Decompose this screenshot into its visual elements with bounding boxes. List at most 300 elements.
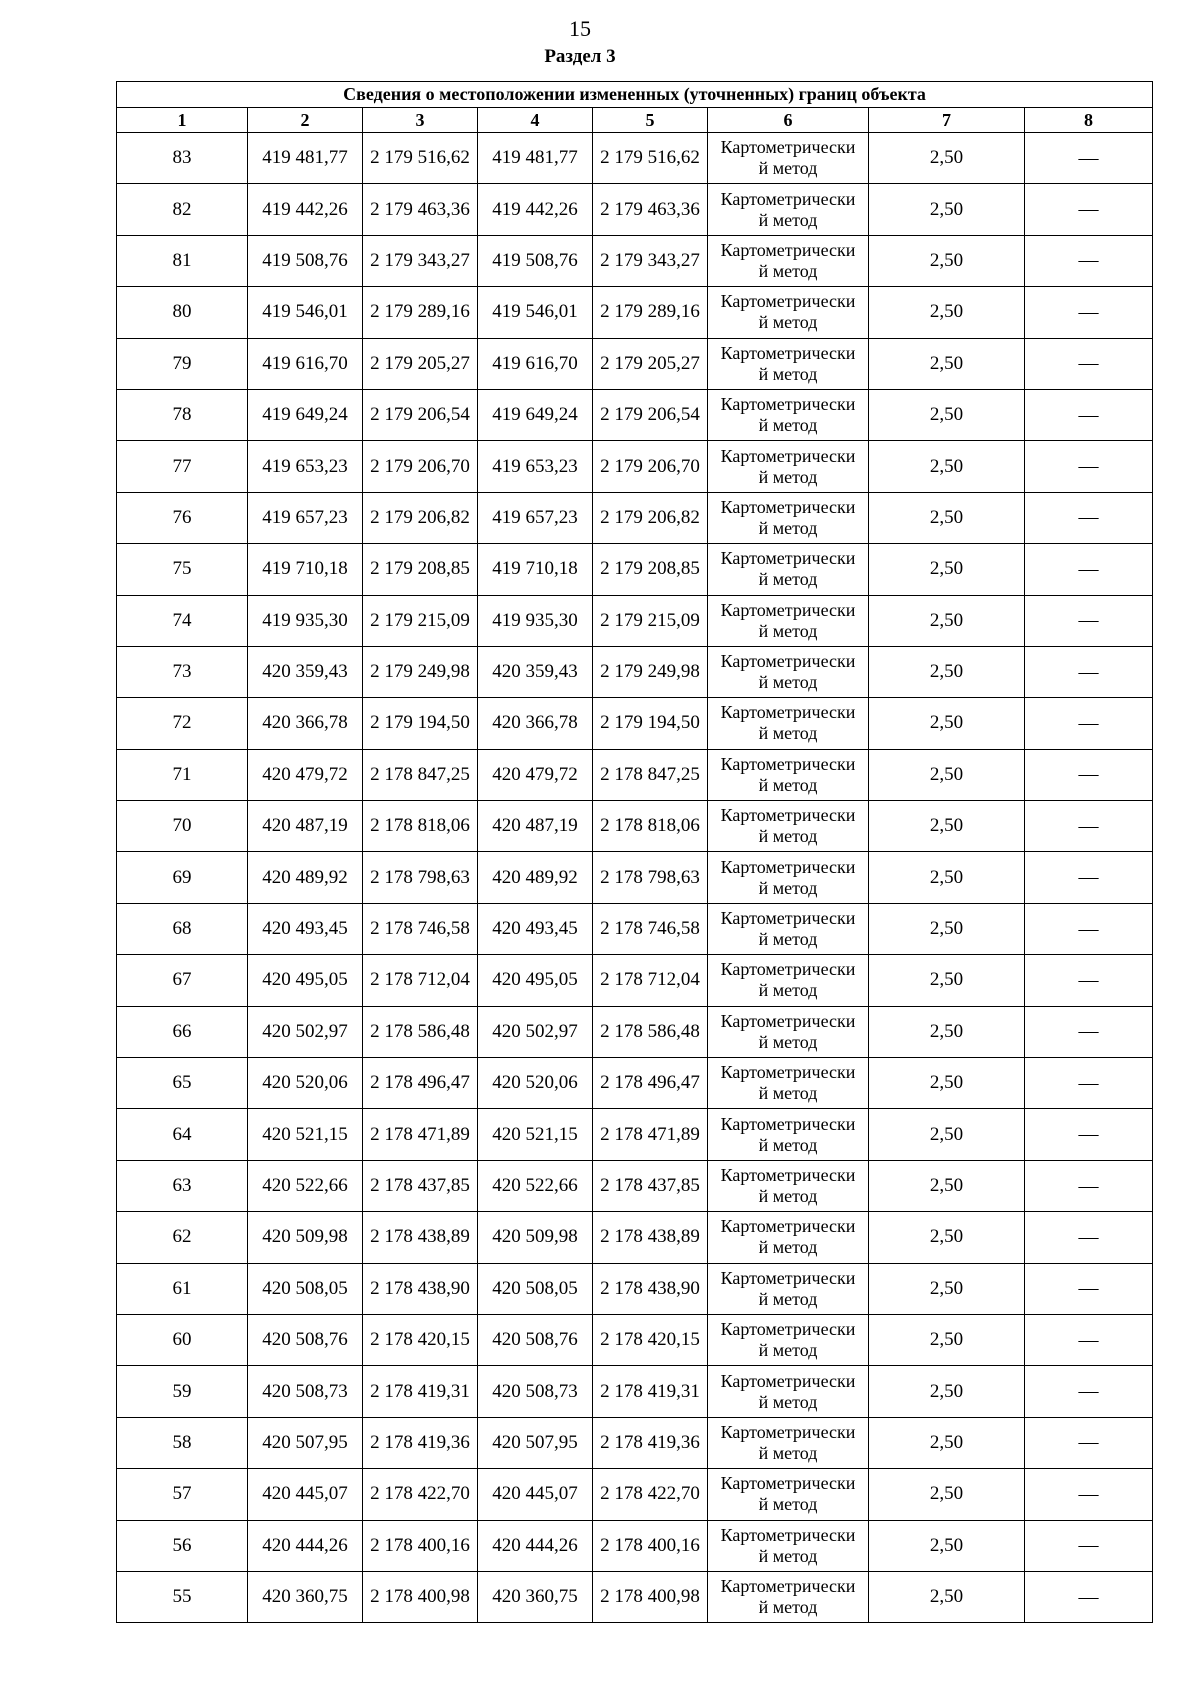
method-line-1: Картометрически (720, 137, 856, 158)
x-new-cell: 419 481,77 (478, 133, 593, 184)
description-cell: — (1025, 235, 1153, 286)
y-new-cell: 2 179 194,50 (593, 698, 708, 749)
method-line-1: Картометрически (720, 239, 856, 260)
accuracy-cell: 2,50 (869, 441, 1025, 492)
x-new-cell: 419 653,23 (478, 441, 593, 492)
method-line-1: Картометрически (720, 1421, 856, 1442)
method-line-2: й метод (758, 312, 818, 333)
x-new-cell: 419 616,70 (478, 338, 593, 389)
table-row (117, 389, 1153, 440)
table-row (117, 338, 1153, 389)
method-line-2: й метод (758, 466, 818, 487)
point-number-cell: 60 (117, 1314, 248, 1365)
y-new-cell: 2 178 419,31 (593, 1366, 708, 1417)
x-existing-cell: 419 657,23 (248, 492, 363, 543)
description-cell: — (1025, 544, 1153, 595)
y-existing-cell: 2 178 471,89 (363, 1109, 478, 1160)
accuracy-cell: 2,50 (869, 749, 1025, 800)
method-cell (708, 1160, 869, 1211)
accuracy-cell: 2,50 (869, 646, 1025, 697)
method-line-2: й метод (758, 826, 818, 847)
y-existing-cell: 2 179 463,36 (363, 184, 478, 235)
method-line-1: Картометрически (720, 1010, 856, 1031)
y-new-cell: 2 178 818,06 (593, 801, 708, 852)
y-new-cell: 2 178 400,98 (593, 1571, 708, 1622)
table-row (117, 1520, 1153, 1571)
description-cell: — (1025, 441, 1153, 492)
table-row (117, 1058, 1153, 1109)
point-number-cell: 72 (117, 698, 248, 749)
y-new-cell: 2 179 208,85 (593, 544, 708, 595)
y-new-cell: 2 178 438,89 (593, 1212, 708, 1263)
column-number-8: 8 (1025, 108, 1153, 133)
y-existing-cell: 2 178 420,15 (363, 1314, 478, 1365)
accuracy-cell: 2,50 (869, 698, 1025, 749)
description-cell: — (1025, 338, 1153, 389)
x-new-cell: 420 359,43 (478, 646, 593, 697)
point-number-cell: 81 (117, 235, 248, 286)
method-cell (708, 441, 869, 492)
description-cell: — (1025, 801, 1153, 852)
method-line-2: й метод (758, 260, 818, 281)
y-existing-cell: 2 178 712,04 (363, 955, 478, 1006)
description-cell: — (1025, 389, 1153, 440)
accuracy-cell: 2,50 (869, 1263, 1025, 1314)
method-line-2: й метод (758, 1597, 818, 1618)
y-existing-cell: 2 178 422,70 (363, 1469, 478, 1520)
method-line-2: й метод (758, 415, 818, 436)
method-cell (708, 287, 869, 338)
method-cell (708, 1520, 869, 1571)
table-row (117, 1366, 1153, 1417)
x-existing-cell: 420 521,15 (248, 1109, 363, 1160)
y-existing-cell: 2 179 249,98 (363, 646, 478, 697)
y-existing-cell: 2 179 289,16 (363, 287, 478, 338)
method-cell (708, 1314, 869, 1365)
accuracy-cell: 2,50 (869, 1058, 1025, 1109)
x-new-cell: 420 521,15 (478, 1109, 593, 1160)
method-line-1: Картометрически (720, 1370, 856, 1391)
table-row (117, 1314, 1153, 1365)
y-new-cell: 2 178 798,63 (593, 852, 708, 903)
y-existing-cell: 2 178 437,85 (363, 1160, 478, 1211)
y-new-cell: 2 178 419,36 (593, 1417, 708, 1468)
method-line-1: Картометрически (720, 753, 856, 774)
method-line-2: й метод (758, 877, 818, 898)
x-new-cell: 420 520,06 (478, 1058, 593, 1109)
description-cell: — (1025, 1160, 1153, 1211)
method-line-1: Картометрически (720, 1062, 856, 1083)
point-number-cell: 62 (117, 1212, 248, 1263)
method-line-2: й метод (758, 158, 818, 179)
description-cell: — (1025, 287, 1153, 338)
column-number-1: 1 (117, 108, 248, 133)
accuracy-cell: 2,50 (869, 1109, 1025, 1160)
y-new-cell: 2 178 847,25 (593, 749, 708, 800)
y-existing-cell: 2 178 847,25 (363, 749, 478, 800)
point-number-cell: 64 (117, 1109, 248, 1160)
method-line-1: Картометрически (720, 805, 856, 826)
y-new-cell: 2 178 586,48 (593, 1006, 708, 1057)
x-existing-cell: 420 493,45 (248, 903, 363, 954)
x-new-cell: 420 479,72 (478, 749, 593, 800)
y-new-cell: 2 178 712,04 (593, 955, 708, 1006)
y-existing-cell: 2 179 205,27 (363, 338, 478, 389)
point-number-cell: 78 (117, 389, 248, 440)
description-cell: — (1025, 1314, 1153, 1365)
accuracy-cell: 2,50 (869, 1314, 1025, 1365)
y-new-cell: 2 179 516,62 (593, 133, 708, 184)
point-number-cell: 74 (117, 595, 248, 646)
description-cell: — (1025, 492, 1153, 543)
method-line-2: й метод (758, 1083, 818, 1104)
method-cell (708, 1058, 869, 1109)
method-line-2: й метод (758, 569, 818, 590)
y-existing-cell: 2 179 206,70 (363, 441, 478, 492)
method-line-2: й метод (758, 363, 818, 384)
y-new-cell: 2 178 746,58 (593, 903, 708, 954)
x-new-cell: 419 442,26 (478, 184, 593, 235)
method-line-1: Картометрически (720, 702, 856, 723)
y-new-cell: 2 178 471,89 (593, 1109, 708, 1160)
method-line-2: й метод (758, 1340, 818, 1361)
description-cell: — (1025, 133, 1153, 184)
y-existing-cell: 2 179 516,62 (363, 133, 478, 184)
table-row (117, 184, 1153, 235)
description-cell: — (1025, 852, 1153, 903)
y-existing-cell: 2 178 438,89 (363, 1212, 478, 1263)
section-title: Раздел 3 (544, 46, 616, 67)
x-new-cell: 420 445,07 (478, 1469, 593, 1520)
description-cell: — (1025, 1571, 1153, 1622)
x-existing-cell: 420 508,05 (248, 1263, 363, 1314)
table-row (117, 1571, 1153, 1622)
table-row (117, 852, 1153, 903)
description-cell: — (1025, 184, 1153, 235)
y-new-cell: 2 179 206,70 (593, 441, 708, 492)
y-new-cell: 2 178 438,90 (593, 1263, 708, 1314)
point-number-cell: 69 (117, 852, 248, 903)
description-cell: — (1025, 698, 1153, 749)
table-row (117, 544, 1153, 595)
y-new-cell: 2 179 463,36 (593, 184, 708, 235)
x-new-cell: 420 444,26 (478, 1520, 593, 1571)
y-existing-cell: 2 179 215,09 (363, 595, 478, 646)
method-line-2: й метод (758, 1031, 818, 1052)
y-new-cell: 2 178 400,16 (593, 1520, 708, 1571)
method-cell (708, 1212, 869, 1263)
column-number-3: 3 (363, 108, 478, 133)
method-cell (708, 133, 869, 184)
method-line-1: Картометрически (720, 1576, 856, 1597)
point-number-cell: 70 (117, 801, 248, 852)
method-line-1: Картометрически (720, 548, 856, 569)
method-cell (708, 1006, 869, 1057)
accuracy-cell: 2,50 (869, 184, 1025, 235)
x-existing-cell: 420 508,76 (248, 1314, 363, 1365)
x-new-cell: 420 493,45 (478, 903, 593, 954)
x-existing-cell: 419 546,01 (248, 287, 363, 338)
x-existing-cell: 420 489,92 (248, 852, 363, 903)
point-number-cell: 82 (117, 184, 248, 235)
point-number-cell: 61 (117, 1263, 248, 1314)
point-number-cell: 59 (117, 1366, 248, 1417)
y-existing-cell: 2 178 419,31 (363, 1366, 478, 1417)
y-existing-cell: 2 178 496,47 (363, 1058, 478, 1109)
column-number-4: 4 (478, 108, 593, 133)
y-new-cell: 2 179 206,82 (593, 492, 708, 543)
description-cell: — (1025, 749, 1153, 800)
column-number-5: 5 (593, 108, 708, 133)
method-cell (708, 544, 869, 595)
accuracy-cell: 2,50 (869, 1417, 1025, 1468)
x-existing-cell: 419 649,24 (248, 389, 363, 440)
point-number-cell: 73 (117, 646, 248, 697)
y-existing-cell: 2 178 818,06 (363, 801, 478, 852)
table-row (117, 955, 1153, 1006)
method-cell (708, 852, 869, 903)
x-new-cell: 419 935,30 (478, 595, 593, 646)
point-number-cell: 63 (117, 1160, 248, 1211)
method-cell (708, 235, 869, 286)
accuracy-cell: 2,50 (869, 1520, 1025, 1571)
method-line-2: й метод (758, 1237, 818, 1258)
x-new-cell: 420 366,78 (478, 698, 593, 749)
method-line-1: Картометрически (720, 342, 856, 363)
table-row (117, 903, 1153, 954)
x-existing-cell: 420 479,72 (248, 749, 363, 800)
method-line-1: Картометрически (720, 599, 856, 620)
table-row (117, 492, 1153, 543)
table-row (117, 287, 1153, 338)
point-number-cell: 65 (117, 1058, 248, 1109)
y-existing-cell: 2 179 208,85 (363, 544, 478, 595)
description-cell: — (1025, 1006, 1153, 1057)
method-cell (708, 698, 869, 749)
x-existing-cell: 419 616,70 (248, 338, 363, 389)
description-cell: — (1025, 1109, 1153, 1160)
method-line-1: Картометрически (720, 1319, 856, 1340)
accuracy-cell: 2,50 (869, 1366, 1025, 1417)
method-line-1: Картометрически (720, 1267, 856, 1288)
x-new-cell: 420 507,95 (478, 1417, 593, 1468)
method-cell (708, 955, 869, 1006)
y-existing-cell: 2 178 400,16 (363, 1520, 478, 1571)
method-line-1: Картометрически (720, 496, 856, 517)
method-line-1: Картометрически (720, 959, 856, 980)
x-new-cell: 419 508,76 (478, 235, 593, 286)
x-new-cell: 419 657,23 (478, 492, 593, 543)
x-existing-cell: 420 507,95 (248, 1417, 363, 1468)
x-existing-cell: 420 509,98 (248, 1212, 363, 1263)
x-existing-cell: 419 442,26 (248, 184, 363, 235)
accuracy-cell: 2,50 (869, 133, 1025, 184)
table-row (117, 595, 1153, 646)
column-number-2: 2 (248, 108, 363, 133)
point-number-cell: 75 (117, 544, 248, 595)
x-new-cell: 419 710,18 (478, 544, 593, 595)
method-line-2: й метод (758, 1288, 818, 1309)
accuracy-cell: 2,50 (869, 338, 1025, 389)
method-line-2: й метод (758, 1134, 818, 1155)
method-cell (708, 389, 869, 440)
method-line-1: Картометрически (720, 291, 856, 312)
table-row (117, 235, 1153, 286)
point-number-cell: 58 (117, 1417, 248, 1468)
method-line-2: й метод (758, 774, 818, 795)
x-existing-cell: 420 366,78 (248, 698, 363, 749)
method-line-2: й метод (758, 1391, 818, 1412)
table-row (117, 698, 1153, 749)
x-new-cell: 420 360,75 (478, 1571, 593, 1622)
method-line-1: Картометрически (720, 1524, 856, 1545)
x-existing-cell: 420 360,75 (248, 1571, 363, 1622)
accuracy-cell: 2,50 (869, 801, 1025, 852)
method-cell (708, 492, 869, 543)
accuracy-cell: 2,50 (869, 544, 1025, 595)
coordinates-table (116, 81, 1153, 1623)
method-cell (708, 595, 869, 646)
point-number-cell: 80 (117, 287, 248, 338)
x-existing-cell: 419 508,76 (248, 235, 363, 286)
method-line-2: й метод (758, 1186, 818, 1206)
x-existing-cell: 420 359,43 (248, 646, 363, 697)
table-row (117, 1469, 1153, 1520)
x-existing-cell: 420 502,97 (248, 1006, 363, 1057)
method-line-2: й метод (758, 517, 818, 538)
description-cell: — (1025, 1469, 1153, 1520)
table-body (117, 133, 1153, 1623)
method-line-2: й метод (758, 929, 818, 950)
method-line-1: Картометрически (720, 188, 856, 209)
description-cell: — (1025, 1366, 1153, 1417)
description-cell: — (1025, 955, 1153, 1006)
table-row (117, 801, 1153, 852)
method-cell (708, 338, 869, 389)
y-new-cell: 2 179 215,09 (593, 595, 708, 646)
table-row (117, 441, 1153, 492)
x-new-cell: 420 495,05 (478, 955, 593, 1006)
point-number-cell: 71 (117, 749, 248, 800)
y-new-cell: 2 179 206,54 (593, 389, 708, 440)
table-row (117, 646, 1153, 697)
method-line-1: Картометрически (720, 1216, 856, 1237)
point-number-cell: 83 (117, 133, 248, 184)
method-line-1: Картометрически (720, 1165, 856, 1185)
method-line-2: й метод (758, 620, 818, 641)
method-line-1: Картометрически (720, 1113, 856, 1134)
y-new-cell: 2 179 289,16 (593, 287, 708, 338)
method-cell (708, 1571, 869, 1622)
method-cell (708, 1469, 869, 1520)
y-new-cell: 2 179 249,98 (593, 646, 708, 697)
table-row (117, 1109, 1153, 1160)
method-line-1: Картометрически (720, 394, 856, 415)
x-existing-cell: 420 508,73 (248, 1366, 363, 1417)
table-row (117, 1417, 1153, 1468)
y-existing-cell: 2 178 419,36 (363, 1417, 478, 1468)
method-cell (708, 646, 869, 697)
y-new-cell: 2 179 205,27 (593, 338, 708, 389)
y-existing-cell: 2 178 798,63 (363, 852, 478, 903)
x-new-cell: 419 649,24 (478, 389, 593, 440)
x-existing-cell: 419 653,23 (248, 441, 363, 492)
accuracy-cell: 2,50 (869, 389, 1025, 440)
point-number-cell: 57 (117, 1469, 248, 1520)
y-new-cell: 2 178 437,85 (593, 1160, 708, 1211)
point-number-cell: 67 (117, 955, 248, 1006)
column-number-6: 6 (708, 108, 869, 133)
x-existing-cell: 420 487,19 (248, 801, 363, 852)
method-line-2: й метод (758, 1494, 818, 1515)
description-cell: — (1025, 1520, 1153, 1571)
x-existing-cell: 420 520,06 (248, 1058, 363, 1109)
method-line-2: й метод (758, 723, 818, 744)
x-existing-cell: 420 495,05 (248, 955, 363, 1006)
y-new-cell: 2 178 420,15 (593, 1314, 708, 1365)
table-row (117, 1160, 1153, 1211)
x-new-cell: 420 489,92 (478, 852, 593, 903)
x-new-cell: 420 487,19 (478, 801, 593, 852)
table-row (117, 749, 1153, 800)
description-cell: — (1025, 1263, 1153, 1314)
y-existing-cell: 2 178 400,98 (363, 1571, 478, 1622)
table-row (117, 1263, 1153, 1314)
description-cell: — (1025, 1058, 1153, 1109)
table-row (117, 1006, 1153, 1057)
accuracy-cell: 2,50 (869, 595, 1025, 646)
method-line-2: й метод (758, 980, 818, 1001)
method-line-1: Картометрически (720, 856, 856, 877)
table-row (117, 133, 1153, 184)
method-cell (708, 801, 869, 852)
method-line-2: й метод (758, 209, 818, 230)
column-number-7: 7 (869, 108, 1025, 133)
column-number-row (117, 108, 1153, 133)
method-cell (708, 1366, 869, 1417)
x-existing-cell: 420 522,66 (248, 1160, 363, 1211)
accuracy-cell: 2,50 (869, 852, 1025, 903)
method-line-1: Картометрически (720, 908, 856, 929)
method-cell (708, 1109, 869, 1160)
x-new-cell: 420 508,05 (478, 1263, 593, 1314)
y-new-cell: 2 179 343,27 (593, 235, 708, 286)
method-cell (708, 184, 869, 235)
description-cell: — (1025, 646, 1153, 697)
point-number-cell: 55 (117, 1571, 248, 1622)
accuracy-cell: 2,50 (869, 1006, 1025, 1057)
y-existing-cell: 2 179 206,82 (363, 492, 478, 543)
x-new-cell: 419 546,01 (478, 287, 593, 338)
point-number-cell: 66 (117, 1006, 248, 1057)
y-new-cell: 2 178 496,47 (593, 1058, 708, 1109)
table-row (117, 1212, 1153, 1263)
x-new-cell: 420 522,66 (478, 1160, 593, 1211)
y-existing-cell: 2 178 586,48 (363, 1006, 478, 1057)
x-existing-cell: 419 710,18 (248, 544, 363, 595)
accuracy-cell: 2,50 (869, 1571, 1025, 1622)
x-new-cell: 420 508,73 (478, 1366, 593, 1417)
method-cell (708, 1417, 869, 1468)
method-line-1: Картометрически (720, 445, 856, 466)
accuracy-cell: 2,50 (869, 492, 1025, 543)
description-cell: — (1025, 595, 1153, 646)
description-cell: — (1025, 1212, 1153, 1263)
accuracy-cell: 2,50 (869, 955, 1025, 1006)
description-cell: — (1025, 903, 1153, 954)
point-number-cell: 76 (117, 492, 248, 543)
x-existing-cell: 419 935,30 (248, 595, 363, 646)
